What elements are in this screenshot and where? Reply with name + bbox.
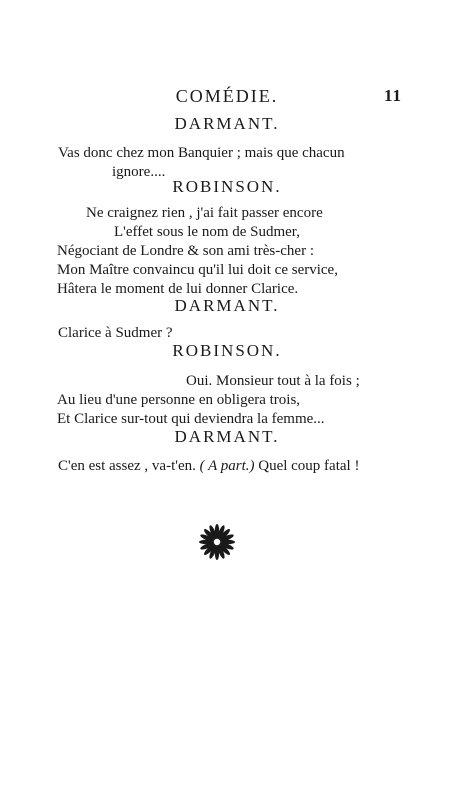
speaker-name: DARMANT.: [174, 296, 280, 315]
page-number: 11: [383, 86, 402, 105]
verse-line: [58, 457, 359, 475]
verse-line: Mon Maître convaincu qu'il lui doit ce service,: [57, 262, 338, 278]
verse-line: Ne craignez rien , j'ai fait passer encore: [86, 205, 323, 221]
verse-text: C'en est assez , va-t'en.: [58, 458, 196, 474]
flower-ornament-icon: [197, 522, 237, 562]
verse-line: Et Clarice sur-tout qui deviendra la femme...: [57, 411, 325, 427]
verse-line: Au lieu d'une personne en obligera trois,: [57, 392, 301, 408]
verse-line: L'effet sous le nom de Sudmer,: [114, 224, 300, 240]
speaker-name: DARMANT.: [174, 427, 280, 446]
verse-line: Hâtera le moment de lui donner Clarice.: [57, 281, 299, 297]
speaker-name: ROBINSON.: [172, 177, 282, 196]
speaker-name: DARMANT.: [174, 114, 280, 133]
verse-line: Vas donc chez mon Banquier ; mais que chacun: [58, 145, 345, 161]
verse-line: Oui. Monsieur tout à la fois ;: [186, 373, 360, 389]
speaker-name: ROBINSON.: [172, 341, 282, 360]
stage-direction: ( A part.): [199, 458, 255, 474]
running-header-title: COMÉDIE.: [175, 86, 279, 106]
verse-line: ignore....: [112, 164, 166, 180]
verse-line: Négociant de Londre & son ami très-cher :: [57, 243, 314, 259]
verse-line: Clarice à Sudmer ?: [58, 325, 173, 341]
verse-text: Quel coup fatal !: [258, 458, 360, 474]
